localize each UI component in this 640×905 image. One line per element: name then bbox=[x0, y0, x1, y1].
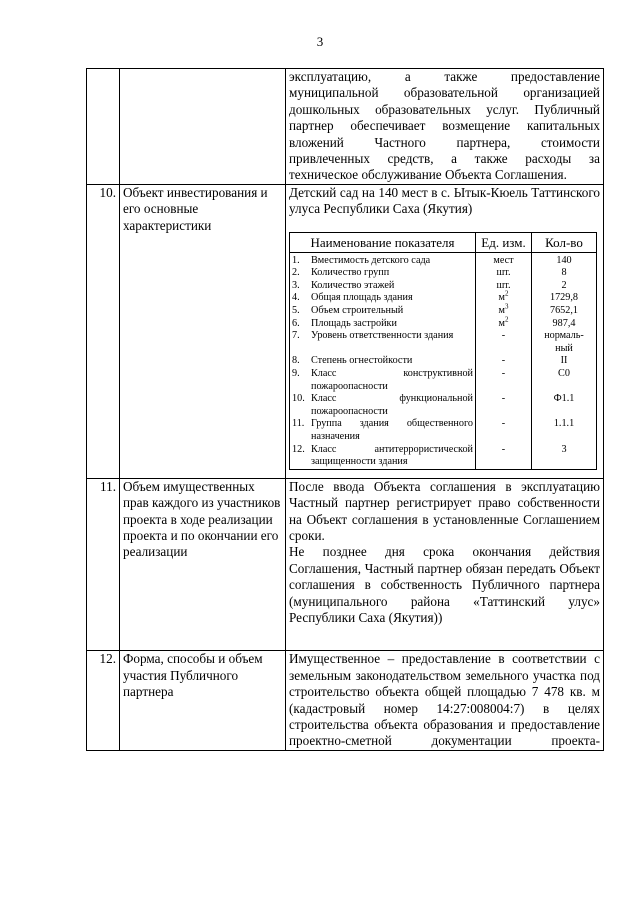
spec-name: Класс функциональной пожароопасности bbox=[311, 393, 473, 417]
specs-row bbox=[290, 355, 597, 368]
paragraph: После ввода Объекта соглашения в эксплуатацию Частный партнер регистрирует право собственности на Объект соглашения в установленные Соглашением сроки. bbox=[289, 478, 600, 543]
row-content bbox=[286, 69, 604, 185]
spec-item bbox=[292, 418, 473, 443]
row-number: 10. bbox=[87, 184, 120, 478]
specs-row bbox=[290, 368, 597, 393]
row-content bbox=[286, 651, 604, 750]
spec-item bbox=[292, 280, 473, 293]
spec-unit-cell bbox=[476, 418, 532, 443]
spec-unit-cell bbox=[476, 368, 532, 393]
spec-name: Класс конструктивной пожароопасности bbox=[311, 368, 473, 392]
spec-item bbox=[292, 355, 473, 368]
spec-value: нормаль-ный bbox=[532, 330, 597, 355]
spec-number: 2. bbox=[292, 267, 300, 279]
specs-row bbox=[290, 267, 597, 280]
table-row bbox=[87, 651, 604, 750]
spec-item bbox=[292, 267, 473, 280]
spec-unit-cell bbox=[476, 267, 532, 280]
row-number bbox=[87, 69, 120, 185]
spec-name-cell bbox=[290, 355, 476, 368]
spec-name-cell bbox=[290, 368, 476, 393]
row-label: Форма, способы и объем участия Публичного партнера bbox=[120, 651, 286, 750]
spec-unit: шт. bbox=[496, 267, 511, 279]
spec-unit-cell bbox=[476, 444, 532, 470]
spec-name-cell bbox=[290, 393, 476, 418]
specs-row bbox=[290, 393, 597, 418]
spec-value: 3 bbox=[532, 444, 597, 470]
spec-unit: - bbox=[501, 330, 506, 342]
spec-name: Группа здания общественного назначения bbox=[311, 418, 473, 442]
spec-unit: - bbox=[501, 355, 506, 367]
spec-name: Общая площадь здания bbox=[311, 292, 413, 304]
spec-item bbox=[292, 305, 473, 318]
specs-row bbox=[290, 305, 597, 318]
row-content bbox=[286, 478, 604, 651]
specs-header-name: Наименование показателя bbox=[290, 232, 476, 252]
row-label: Объем имущественных прав каждого из участников проекта в ходе реализации проекта и по окончании его реализации bbox=[120, 478, 286, 651]
spec-unit-cell bbox=[476, 280, 532, 293]
spec-item bbox=[292, 368, 473, 393]
spec-unit-cell bbox=[476, 315, 532, 331]
specs-row bbox=[290, 292, 597, 305]
spec-unit: м bbox=[498, 305, 505, 317]
spec-number: 12. bbox=[292, 443, 305, 455]
spec-unit-cell bbox=[476, 292, 532, 305]
spec-item bbox=[292, 255, 473, 268]
specs-row bbox=[290, 280, 597, 293]
paragraph: Не позднее дня срока окончания действия Соглашения, Частный партнер обязан передать Объект соглашения в собственность Публичного партнера (муниципального района «Таттинский улус» Республики Саха (Якутия)) bbox=[289, 544, 600, 625]
spec-name-cell bbox=[290, 444, 476, 470]
spec-name-cell bbox=[290, 418, 476, 443]
spec-unit-cell bbox=[476, 302, 532, 318]
spec-number: 11. bbox=[292, 418, 305, 430]
spec-number: 8. bbox=[292, 355, 300, 367]
spec-unit-cell bbox=[476, 252, 532, 267]
spec-name: Количество групп bbox=[311, 267, 390, 279]
spec-value: 1729,8 bbox=[532, 292, 597, 305]
spec-value: 2 bbox=[532, 280, 597, 293]
spec-number: 7. bbox=[292, 330, 300, 342]
spec-name: Площадь застройки bbox=[311, 317, 397, 329]
spec-value: С0 bbox=[532, 368, 597, 393]
spec-number: 4. bbox=[292, 292, 300, 304]
spec-unit: - bbox=[501, 418, 506, 430]
paragraph: Детский сад на 140 мест в с. Ытык-Кюель Таттинского улуса Республики Саха (Якутия) bbox=[289, 184, 600, 217]
page-number: 3 bbox=[316, 34, 324, 49]
spec-number: 10. bbox=[292, 393, 305, 405]
spec-item bbox=[292, 318, 473, 331]
spec-item bbox=[292, 330, 473, 343]
spec-number: 9. bbox=[292, 368, 300, 379]
spec-value: 8 bbox=[532, 267, 597, 280]
spec-value: 7652,1 bbox=[532, 305, 597, 318]
specs-table bbox=[289, 232, 597, 470]
paragraph: Имущественное – предоставление в соответствии с земельным законодательством земельного участка под строительство объекта общей площадью 7 478 кв. м (кадастровый номер 14:27:008004:7) в целях строительства объекта образования и предоставление проектно-сметной документации проекта- bbox=[289, 651, 600, 749]
spec-unit: - bbox=[501, 368, 506, 379]
spec-unit-exponent: 2 bbox=[504, 290, 509, 299]
spec-number: 5. bbox=[292, 305, 300, 317]
spec-value: II bbox=[532, 355, 597, 368]
spec-value: 987,4 bbox=[532, 318, 597, 331]
specs-header-row bbox=[290, 232, 597, 252]
specs-row bbox=[290, 318, 597, 331]
spec-unit-cell bbox=[476, 330, 532, 355]
spec-name: Количество этажей bbox=[311, 279, 395, 291]
spec-name-cell bbox=[290, 252, 476, 267]
spec-unit: - bbox=[501, 393, 506, 405]
spec-number: 1. bbox=[292, 254, 300, 266]
spec-item bbox=[292, 393, 473, 418]
specs-header-value: Кол-во bbox=[532, 232, 597, 252]
spec-unit-exponent: 2 bbox=[504, 315, 509, 324]
specs-row bbox=[290, 444, 597, 470]
spec-name: Степень огнестойкости bbox=[311, 355, 413, 367]
spec-name-cell bbox=[290, 292, 476, 305]
spec-name-cell bbox=[290, 305, 476, 318]
spec-unit: - bbox=[501, 443, 506, 455]
spec-unit: м bbox=[498, 317, 505, 329]
spec-number: 6. bbox=[292, 317, 300, 329]
specs-header-unit: Ед. изм. bbox=[476, 232, 532, 252]
spec-name: Объем строительный bbox=[311, 305, 404, 317]
row-number: 11. bbox=[87, 478, 120, 651]
spec-name-cell bbox=[290, 318, 476, 331]
spec-unit-exponent: 3 bbox=[504, 302, 509, 311]
spec-value: Ф1.1 bbox=[532, 393, 597, 418]
table-row bbox=[87, 69, 604, 185]
spec-unit: мест bbox=[493, 254, 514, 266]
specs-row bbox=[290, 252, 597, 267]
spec-name: Уровень ответственности здания bbox=[311, 330, 454, 342]
row-label: Объект инвестирования и его основные характеристики bbox=[120, 184, 286, 478]
agreement-table bbox=[86, 68, 604, 751]
table-row bbox=[87, 184, 604, 478]
spec-name-cell bbox=[290, 280, 476, 293]
spec-number: 3. bbox=[292, 279, 300, 291]
row-label bbox=[120, 69, 286, 185]
spec-item bbox=[292, 444, 473, 469]
table-row bbox=[87, 478, 604, 651]
spec-value: 1.1.1 bbox=[532, 418, 597, 443]
row-content bbox=[286, 184, 604, 478]
spec-value: 140 bbox=[532, 252, 597, 267]
spec-name-cell bbox=[290, 330, 476, 355]
specs-row bbox=[290, 418, 597, 443]
spec-item bbox=[292, 292, 473, 305]
spec-unit-cell bbox=[476, 393, 532, 418]
spec-name: Вместимость детского сада bbox=[311, 254, 431, 266]
spec-unit: м bbox=[498, 292, 505, 304]
row-number: 12. bbox=[87, 651, 120, 750]
spec-name: Класс антитеррористической защищенности здания bbox=[311, 443, 473, 468]
paragraph: эксплуатацию, а также предоставление муниципальной образовательной организацией дошкольных образовательных услуг. Публичный партнер обеспечивает возмещение капитальных вложений Частного партнера, стоимости привлеченных средств, а также расходы за техническое обслуживание Объекта Соглашения. bbox=[289, 69, 600, 183]
specs-row bbox=[290, 330, 597, 355]
spec-unit: шт. bbox=[496, 279, 511, 291]
spec-unit-cell bbox=[476, 355, 532, 368]
spec-name-cell bbox=[290, 267, 476, 280]
